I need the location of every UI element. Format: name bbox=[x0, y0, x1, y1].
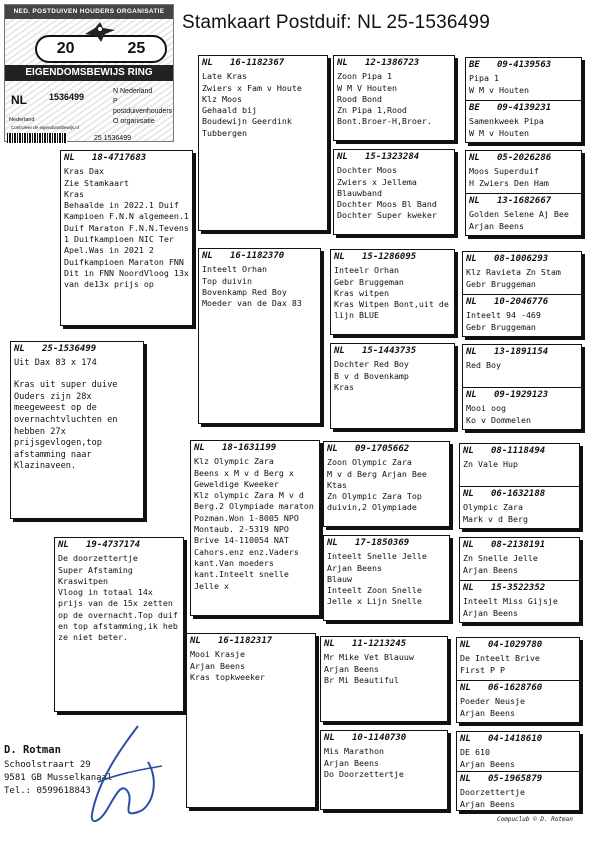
ring-id: 18-1631199 bbox=[222, 443, 277, 453]
pigeon-info-line: Gebr Bruggeman bbox=[334, 276, 404, 287]
pigeon-info-line: De doorzettertje bbox=[58, 553, 138, 564]
ring-id: 12-1386723 bbox=[365, 58, 420, 68]
pigeon-info-line: Samenkweek Pipa bbox=[469, 116, 544, 127]
pigeon-box bbox=[466, 151, 581, 193]
pigeon-info-line: Zwiers x Fam v Houte bbox=[202, 82, 302, 93]
pigeon-info-line: Arjan Beens bbox=[463, 564, 518, 575]
ring-id: 04-1029780 bbox=[488, 640, 543, 650]
pigeon-info-line: Do Doorzettertje bbox=[324, 768, 404, 779]
pigeon-info-line: Kras uit super duive Ouders zijn 28x meegeweest op de overnachtvluchten en hebben 27x prijsgevlogen,top afstamming naar Klazinaveen. bbox=[14, 380, 123, 472]
pigeon-box bbox=[457, 680, 579, 722]
pigeon-info-line: Moeder van de Dax 83 bbox=[202, 298, 302, 309]
pigeon-info-line: Inteelt Snelle Jelle bbox=[327, 551, 427, 562]
pigeon-box-pair bbox=[459, 537, 580, 623]
pigeon-info-line: Zwiers x Jellema bbox=[337, 176, 417, 187]
pigeon-box bbox=[457, 771, 579, 810]
pigeon-info-line: Dochter Red Boy bbox=[334, 359, 409, 370]
npo-letter-p: P postduivenhouders bbox=[113, 98, 173, 115]
ring-number bbox=[460, 640, 576, 651]
ring-country: NL bbox=[11, 93, 27, 107]
pigeon-box-pair bbox=[465, 150, 582, 236]
country-code: NL bbox=[324, 639, 335, 649]
country-code: NL bbox=[334, 346, 345, 356]
owner-phone: Tel.: 0599618843 bbox=[4, 786, 91, 796]
ring-id: 06-1628760 bbox=[488, 683, 543, 693]
ring-card-banner: NED. POSTDUIVEN HOUDERS ORGANISATIE bbox=[5, 5, 173, 19]
year-right: 25 bbox=[127, 40, 146, 57]
ring-number bbox=[327, 538, 446, 549]
ring-id: 10-1140730 bbox=[352, 733, 407, 743]
ring-number bbox=[463, 583, 576, 594]
ring-number bbox=[466, 390, 578, 401]
country-code: NL bbox=[463, 583, 474, 593]
pigeon-box bbox=[460, 486, 579, 528]
ring-number bbox=[324, 733, 444, 744]
pigeon-info-line: Golden Selene Aj Bee bbox=[469, 209, 569, 220]
pigeon-info-line: Arjan Beens bbox=[324, 757, 379, 768]
pigeon-info-line: Zn Vale Hup bbox=[463, 459, 518, 470]
pigeon-box-pair bbox=[462, 344, 582, 430]
ring-id: 16-1182367 bbox=[230, 58, 285, 68]
country-code: NL bbox=[466, 297, 477, 307]
pigeon-info-line: Moos Superduif bbox=[469, 166, 539, 177]
page-title: Stamkaart Postduif: NL 25-1536499 bbox=[182, 12, 490, 33]
ring-id: 08-1006293 bbox=[494, 254, 549, 264]
npo-letter-o: O organisatie bbox=[113, 118, 155, 125]
country-code: NL bbox=[460, 734, 471, 744]
pigeon-box bbox=[10, 341, 144, 519]
pigeon-box bbox=[333, 149, 455, 235]
pigeon-info-line: Olympic Zara bbox=[463, 502, 523, 513]
pigeon-info-line: Dochter Super kweker bbox=[337, 210, 437, 221]
ring-number bbox=[337, 58, 451, 69]
country-code: NL bbox=[466, 390, 477, 400]
pigeon-box-pair bbox=[465, 57, 582, 143]
pigeon-box bbox=[198, 248, 321, 424]
pigeon-box bbox=[190, 440, 320, 616]
pigeon-box bbox=[460, 444, 579, 486]
pigeon-info-line: Doorzettertje bbox=[460, 787, 525, 798]
pigeon-box bbox=[323, 535, 450, 621]
ring-id: 15-1323284 bbox=[365, 152, 420, 162]
pigeon-info-line: Vloog in totaal 14x prijs van de 15x zetten op de overnacht.Top duif en top afstamming,ik heb ze niet beter. bbox=[58, 587, 183, 643]
country-code: NL bbox=[337, 152, 348, 162]
ring-number bbox=[469, 196, 578, 207]
pigeon-info-line: W M V Houten bbox=[337, 82, 397, 93]
pigeon-info-line: Klz Moos bbox=[202, 93, 242, 104]
ring-card bbox=[4, 4, 174, 142]
pigeon-info-line: Kras witpen bbox=[334, 287, 389, 298]
pigeon-box bbox=[320, 730, 448, 810]
pigeon-info-line: Dochter Moos bbox=[337, 165, 397, 176]
country-code: NL bbox=[14, 344, 25, 354]
credit: Compuclub © D. Rotman bbox=[497, 816, 573, 823]
pigeon-info-line: Ko v Dommelen bbox=[466, 414, 531, 425]
pigeon-info-line: Arjan Beens bbox=[469, 220, 524, 231]
country-code: NL bbox=[463, 540, 474, 550]
pigeon-box bbox=[466, 193, 581, 235]
pigeon-info-line: Jelle x Lijn Snelle bbox=[327, 596, 422, 607]
ring-id: 08-1118494 bbox=[491, 446, 546, 456]
pigeon-info-line: Arjan Beens bbox=[324, 663, 379, 674]
country-code: NL bbox=[460, 774, 471, 784]
ring-country-full: Nederland bbox=[9, 117, 35, 123]
pigeon-info-line: Kras bbox=[334, 381, 354, 392]
pigeon-info-line: Poeder Neusje bbox=[460, 696, 525, 707]
pigeon-info-line: Arjan Beens bbox=[190, 660, 245, 671]
ring-number bbox=[202, 251, 317, 262]
pigeon-info-line: Late Kras bbox=[202, 71, 247, 82]
ring-number bbox=[469, 103, 578, 114]
ring-number bbox=[190, 636, 312, 647]
pigeon-box bbox=[330, 343, 455, 429]
ring-id: 09-4139231 bbox=[497, 103, 552, 113]
ring-number bbox=[469, 60, 578, 71]
ring-number bbox=[58, 540, 180, 551]
ring-number bbox=[460, 734, 576, 745]
country-code: NL bbox=[324, 733, 335, 743]
country-code: NL bbox=[190, 636, 201, 646]
ring-id: 09-4139563 bbox=[497, 60, 552, 70]
pigeon-info-line: W M v Houten bbox=[469, 84, 529, 95]
pigeon-box bbox=[460, 538, 579, 580]
pigeon-info-line: Klz Ravieta Zn Stam bbox=[466, 267, 561, 278]
ring-number bbox=[460, 683, 576, 694]
pigeon-info-line: Mooi Krasje bbox=[190, 649, 245, 660]
npo-letter-n: N Nederland bbox=[113, 88, 153, 95]
ring-id: 05-1965879 bbox=[488, 774, 543, 784]
ring-card-small-print: Controleer de eigendomsbewijs.nl bbox=[11, 125, 79, 130]
pigeon-box bbox=[463, 345, 581, 387]
country-code: NL bbox=[466, 347, 477, 357]
pigeon-box bbox=[330, 249, 455, 335]
pigeon-info-line: Inteelt Zoon Snelle bbox=[327, 585, 422, 596]
ring-id: 04-1418610 bbox=[488, 734, 543, 744]
barcode-number: 25 1536499 bbox=[94, 135, 131, 142]
pigeon-info-line: Kras Dax bbox=[64, 166, 104, 177]
pigeon-box-pair bbox=[459, 443, 580, 529]
pigeon-info-line: Blauw bbox=[327, 573, 352, 584]
pigeon-info-line bbox=[14, 369, 140, 380]
pigeon-info-line: Dochter Moos Bl Band bbox=[337, 199, 437, 210]
pigeon-info-line: Pipa 1 bbox=[469, 73, 499, 84]
country-code: NL bbox=[463, 446, 474, 456]
country-code: NL bbox=[334, 252, 345, 262]
pigeon-info-line: Mis Marathon bbox=[324, 746, 384, 757]
ring-number bbox=[337, 152, 451, 163]
pigeon-info-line: Gebr Bruggeman bbox=[466, 321, 536, 332]
pigeon-info-line: Bont.Broer-H,Broer. bbox=[337, 116, 432, 127]
pigeon-logo-icon bbox=[83, 20, 117, 46]
ring-card-number: 1536499 bbox=[49, 92, 85, 102]
country-code: NL bbox=[327, 538, 338, 548]
ring-id: 13-1891154 bbox=[494, 347, 549, 357]
ring-number bbox=[463, 489, 576, 500]
ring-number bbox=[14, 344, 140, 356]
pigeon-info-line: Kras topkweeker bbox=[190, 671, 265, 682]
pigeon-info-line: Arjan Beens bbox=[327, 562, 382, 573]
npo-letters bbox=[113, 87, 173, 127]
ring-number bbox=[202, 58, 324, 69]
pigeon-info-line: Zn Pipa 1,Rood bbox=[337, 105, 407, 116]
country-code: NL bbox=[194, 443, 205, 453]
pigeon-info-line: Zoon Pipa 1 bbox=[337, 71, 392, 82]
eigendomsbewijs-band: EIGENDOMSBEWIJS RING bbox=[5, 65, 173, 81]
pigeon-info-line: Inteelr Orhan bbox=[334, 265, 399, 276]
pigeon-box bbox=[186, 633, 316, 808]
pigeon-info-line: Zn Snelle Jelle bbox=[463, 553, 538, 564]
pigeon-info-line: Zie Stamkaart bbox=[64, 177, 129, 188]
country-code: NL bbox=[460, 683, 471, 693]
ring-id: 06-1632188 bbox=[491, 489, 546, 499]
owner-street: Schoolstraart 29 bbox=[4, 760, 91, 770]
pigeon-info-line: Mr Mike Vet Blauuw bbox=[324, 652, 414, 663]
ring-id: 16-1182370 bbox=[230, 251, 285, 261]
ring-number bbox=[466, 297, 578, 308]
pigeon-info-line: Top duivin bbox=[202, 275, 252, 286]
pigeon-info-line: Kraswitpen bbox=[58, 575, 108, 586]
pigeon-box bbox=[320, 636, 448, 722]
pigeon-info-line: Inteelt Miss Gijsje bbox=[463, 596, 558, 607]
country-code: NL bbox=[460, 640, 471, 650]
ring-number bbox=[334, 252, 451, 263]
ring-id: 16-1182317 bbox=[218, 636, 273, 646]
ring-number bbox=[324, 639, 444, 650]
ring-id: 13-1682667 bbox=[497, 196, 552, 206]
year-left: 20 bbox=[56, 40, 75, 57]
pigeon-info-line: Inteelt Orhan bbox=[202, 264, 267, 275]
ring-id: 15-3522352 bbox=[491, 583, 546, 593]
ring-number bbox=[466, 347, 578, 358]
country-code: NL bbox=[64, 153, 75, 163]
pigeon-info-line: Behaalde in 2022.1 Duif Kampioen F.N.N algemeen.1 Duif Maraton F.N.N.Tevens 1 Duifkampioen NIC Ter Apel.Was in 2021 2 Duifkampioen Maraton FNN Dit in FNN NoordVloog 13x van de13x prijs op bbox=[64, 200, 194, 290]
ring-id: 15-1286095 bbox=[362, 252, 417, 262]
country-code: NL bbox=[463, 489, 474, 499]
ring-number bbox=[334, 346, 451, 357]
pigeon-info-line: Super Afstaming bbox=[58, 564, 133, 575]
pigeon-info-line: Inteelt 94 -469 bbox=[466, 310, 541, 321]
pigeon-info-line: Gebr Bruggeman bbox=[466, 278, 536, 289]
pigeon-info-line: H Zwiers Den Ham bbox=[469, 177, 549, 188]
pigeon-info-line: Tubbergen bbox=[202, 127, 247, 138]
pigeon-info-line: De Inteelt Brive bbox=[460, 653, 540, 664]
pigeon-info-line: M v d Berg Arjan Bee Ktas bbox=[327, 468, 432, 490]
ring-id: 25-1536499 bbox=[42, 344, 97, 354]
pigeon-info-line: Mark v d Berg bbox=[463, 513, 528, 524]
country-code: BE bbox=[469, 60, 480, 70]
country-code: NL bbox=[469, 153, 480, 163]
ring-id: 15-1443735 bbox=[362, 346, 417, 356]
country-code: NL bbox=[327, 444, 338, 454]
ring-number bbox=[463, 540, 576, 551]
pigeon-info-line: B v d Bovenkamp bbox=[334, 370, 409, 381]
ring-number bbox=[469, 153, 578, 164]
pigeon-info-line: Gehaald bij bbox=[202, 105, 257, 116]
pigeon-box bbox=[463, 294, 581, 336]
ring-id: 05-2026286 bbox=[497, 153, 552, 163]
ring-id: 09-1929123 bbox=[494, 390, 549, 400]
pigeon-box-pair bbox=[456, 731, 580, 811]
ring-number bbox=[463, 446, 576, 457]
pigeon-box bbox=[54, 537, 184, 712]
pigeon-info-line: Bovenkamp Red Boy bbox=[202, 286, 287, 297]
pigeon-box bbox=[457, 732, 579, 771]
country-code: NL bbox=[202, 251, 213, 261]
owner-city: 9581 GB Musselkanaal bbox=[4, 773, 113, 783]
pigeon-info-line: Arjan Beens bbox=[460, 798, 515, 809]
ring-id: 17-1850369 bbox=[355, 538, 410, 548]
country-code: NL bbox=[58, 540, 69, 550]
pigeon-info-line: Mooi oog bbox=[466, 403, 506, 414]
pigeon-info-line: Beens x M v d Berg x Geweldige Kweeker bbox=[194, 467, 299, 489]
country-code: NL bbox=[469, 196, 480, 206]
pigeon-info-line: Boudewijn Geerdink bbox=[202, 116, 292, 127]
pigeon-info-line: W M v Houten bbox=[469, 127, 529, 138]
pigeon-box bbox=[460, 580, 579, 622]
country-code: NL bbox=[337, 58, 348, 68]
signature-icon bbox=[78, 722, 168, 834]
pigeon-info-line: First P P bbox=[460, 664, 505, 675]
pigeon-info-line: Kras Witpen Bont,uit de lijn BLUE bbox=[334, 299, 454, 321]
pigeon-box bbox=[466, 100, 581, 142]
ring-id: 18-4717683 bbox=[92, 153, 147, 163]
pigeon-box-pair bbox=[462, 251, 582, 337]
pigeon-info-line: Uit Dax 83 x 174 bbox=[14, 357, 97, 368]
ring-number bbox=[327, 444, 446, 455]
pigeon-info-line: Klz olympic Zara M v d Berg.2 Olympiade maraton Pozman.Won 1-8005 NPO Montaub. 2-5319 NPO Brive 14-110054 NAT Cahors.enz enz.Vaders kant.Van moeders kant.Inteelt snelle Jelle x bbox=[194, 490, 319, 591]
owner-name: D. Rotman bbox=[4, 744, 61, 756]
pigeon-box bbox=[463, 387, 581, 429]
country-code: NL bbox=[202, 58, 213, 68]
pigeon-info-line: Red Boy bbox=[466, 360, 501, 371]
pigeon-box bbox=[463, 252, 581, 294]
ring-id: 10-2046776 bbox=[494, 297, 549, 307]
pigeon-box-pair bbox=[456, 637, 580, 723]
pigeon-info-line: Klz Olympic Zara bbox=[194, 456, 274, 467]
pigeon-box bbox=[466, 58, 581, 100]
barcode-icon bbox=[7, 133, 67, 143]
pigeon-info-line: Zoon Olympic Zara bbox=[327, 457, 412, 468]
ring-number bbox=[194, 443, 316, 454]
pigeon-info-line: Arjan Beens bbox=[460, 707, 515, 718]
pigeon-box bbox=[323, 441, 450, 527]
pigeon-info-line: Zn Olympic Zara Top duivin,2 Olympiade bbox=[327, 491, 427, 513]
pigeon-box bbox=[333, 55, 455, 141]
country-code: NL bbox=[466, 254, 477, 264]
country-code: BE bbox=[469, 103, 480, 113]
pigeon-info-line: Arjan Beens bbox=[463, 607, 518, 618]
pigeon-box bbox=[198, 55, 328, 231]
pigeon-box bbox=[60, 150, 193, 326]
ring-id: 09-1705662 bbox=[355, 444, 410, 454]
ring-number bbox=[460, 774, 576, 785]
pigeon-info-line: DE 610 bbox=[460, 747, 490, 758]
pigeon-box bbox=[457, 638, 579, 680]
ring-number bbox=[64, 153, 189, 164]
pigeon-info-line: Arjan Beens bbox=[460, 758, 515, 769]
pigeon-info-line: Rood Bond bbox=[337, 93, 382, 104]
ring-id: 08-2138191 bbox=[491, 540, 546, 550]
ring-id: 19-4737174 bbox=[86, 540, 141, 550]
pigeon-info-line: Blauwband bbox=[337, 187, 382, 198]
pigeon-info-line: Br Mi Beautiful bbox=[324, 674, 399, 685]
ring-id: 11-1213245 bbox=[352, 639, 407, 649]
pigeon-info-line: Kras bbox=[64, 188, 84, 199]
ring-number bbox=[466, 254, 578, 265]
